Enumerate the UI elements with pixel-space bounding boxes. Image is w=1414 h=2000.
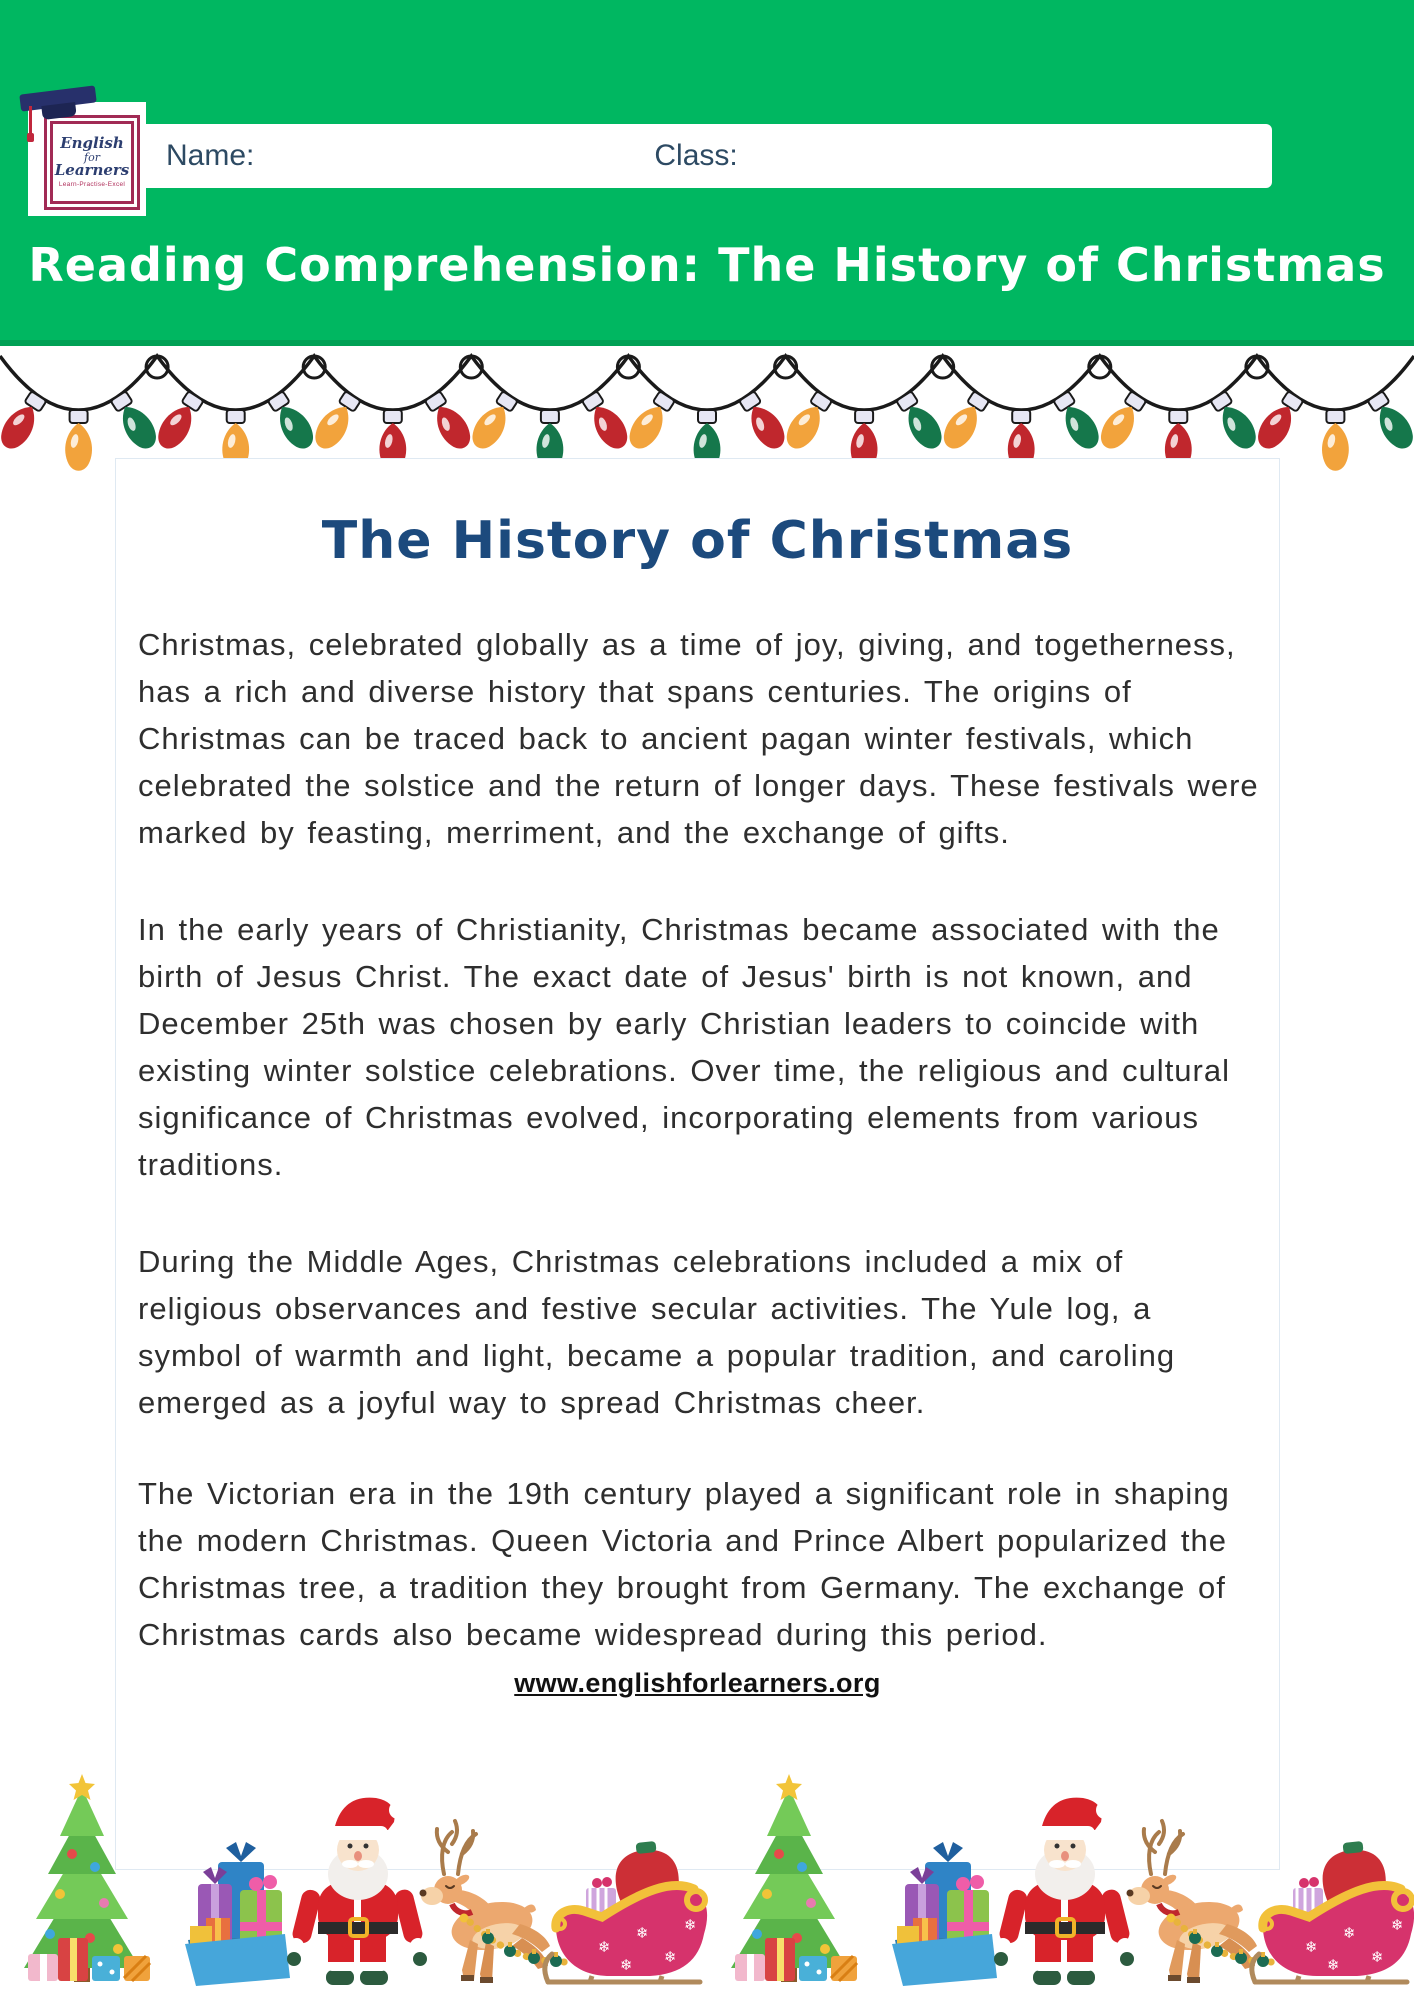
class-label: Class:: [654, 139, 738, 172]
article-title: The History of Christmas: [321, 511, 1074, 571]
logo-tagline: Learn-Practise-Excel: [58, 181, 126, 189]
christmas-decorations: [0, 1772, 1414, 1990]
light-wire: [0, 356, 1414, 410]
website-link[interactable]: www.englishforlearners.org: [514, 1668, 881, 1698]
name-class-bar: [140, 124, 1272, 188]
header: [0, 0, 1414, 346]
efl-logo: [28, 102, 146, 216]
decor-set-left: [24, 1774, 707, 1986]
class-input-area[interactable]: [738, 124, 1272, 188]
logo-word: English: [60, 134, 124, 153]
paragraph-2: In the early years of Christianity, Christmas became associated with the birth of Jesus Christ. The exact date of Jesus' birth is not known, and December 25th was chosen by early Christian leaders to coincide with existing winter solstice celebrations. Over time, the religious and cultural significance of Christmas evolved, incorporating elements from various traditions.: [138, 912, 1231, 1182]
paragraph-1: Christmas, celebrated globally as a time of joy, giving, and togetherness, has a rich and diverse history that spans centuries. The origins of Christmas can be traced back to ancient pagan winter festivals, which celebrated the solstice and the return of longer days. These festivals were marked by feasting, merriment, and the exchange of gifts.: [138, 627, 1259, 850]
logo-word: Learners: [54, 160, 130, 179]
graduation-cap-tassel-icon: [29, 106, 32, 134]
paragraph-3: During the Middle Ages, Christmas celebrations included a mix of religious observances and festive secular activities. The Yule log, a symbol of warmth and light, became a popular tradition, and caroling emerged as a joyful way to spread Christmas cheer.: [138, 1244, 1176, 1420]
wire-loops: [146, 356, 1268, 378]
logo-word: for: [84, 150, 100, 164]
name-label: Name:: [166, 139, 255, 172]
name-input-area[interactable]: [254, 124, 654, 188]
decor-set-right: [731, 1774, 1414, 1986]
logo-frame: [44, 115, 140, 210]
article-body: [116, 621, 1279, 1658]
worksheet-title: Reading Comprehension: The History of Christmas: [28, 238, 1386, 292]
reading-card: [115, 458, 1280, 1870]
paragraph-4: The Victorian era in the 19th century played a significant role in shaping the modern Christmas. Queen Victoria and Prince Albert popularized the Christmas tree, a tradition they brought from Germany. The exchange of Christmas cards also became widespread during this period.: [138, 1476, 1230, 1652]
